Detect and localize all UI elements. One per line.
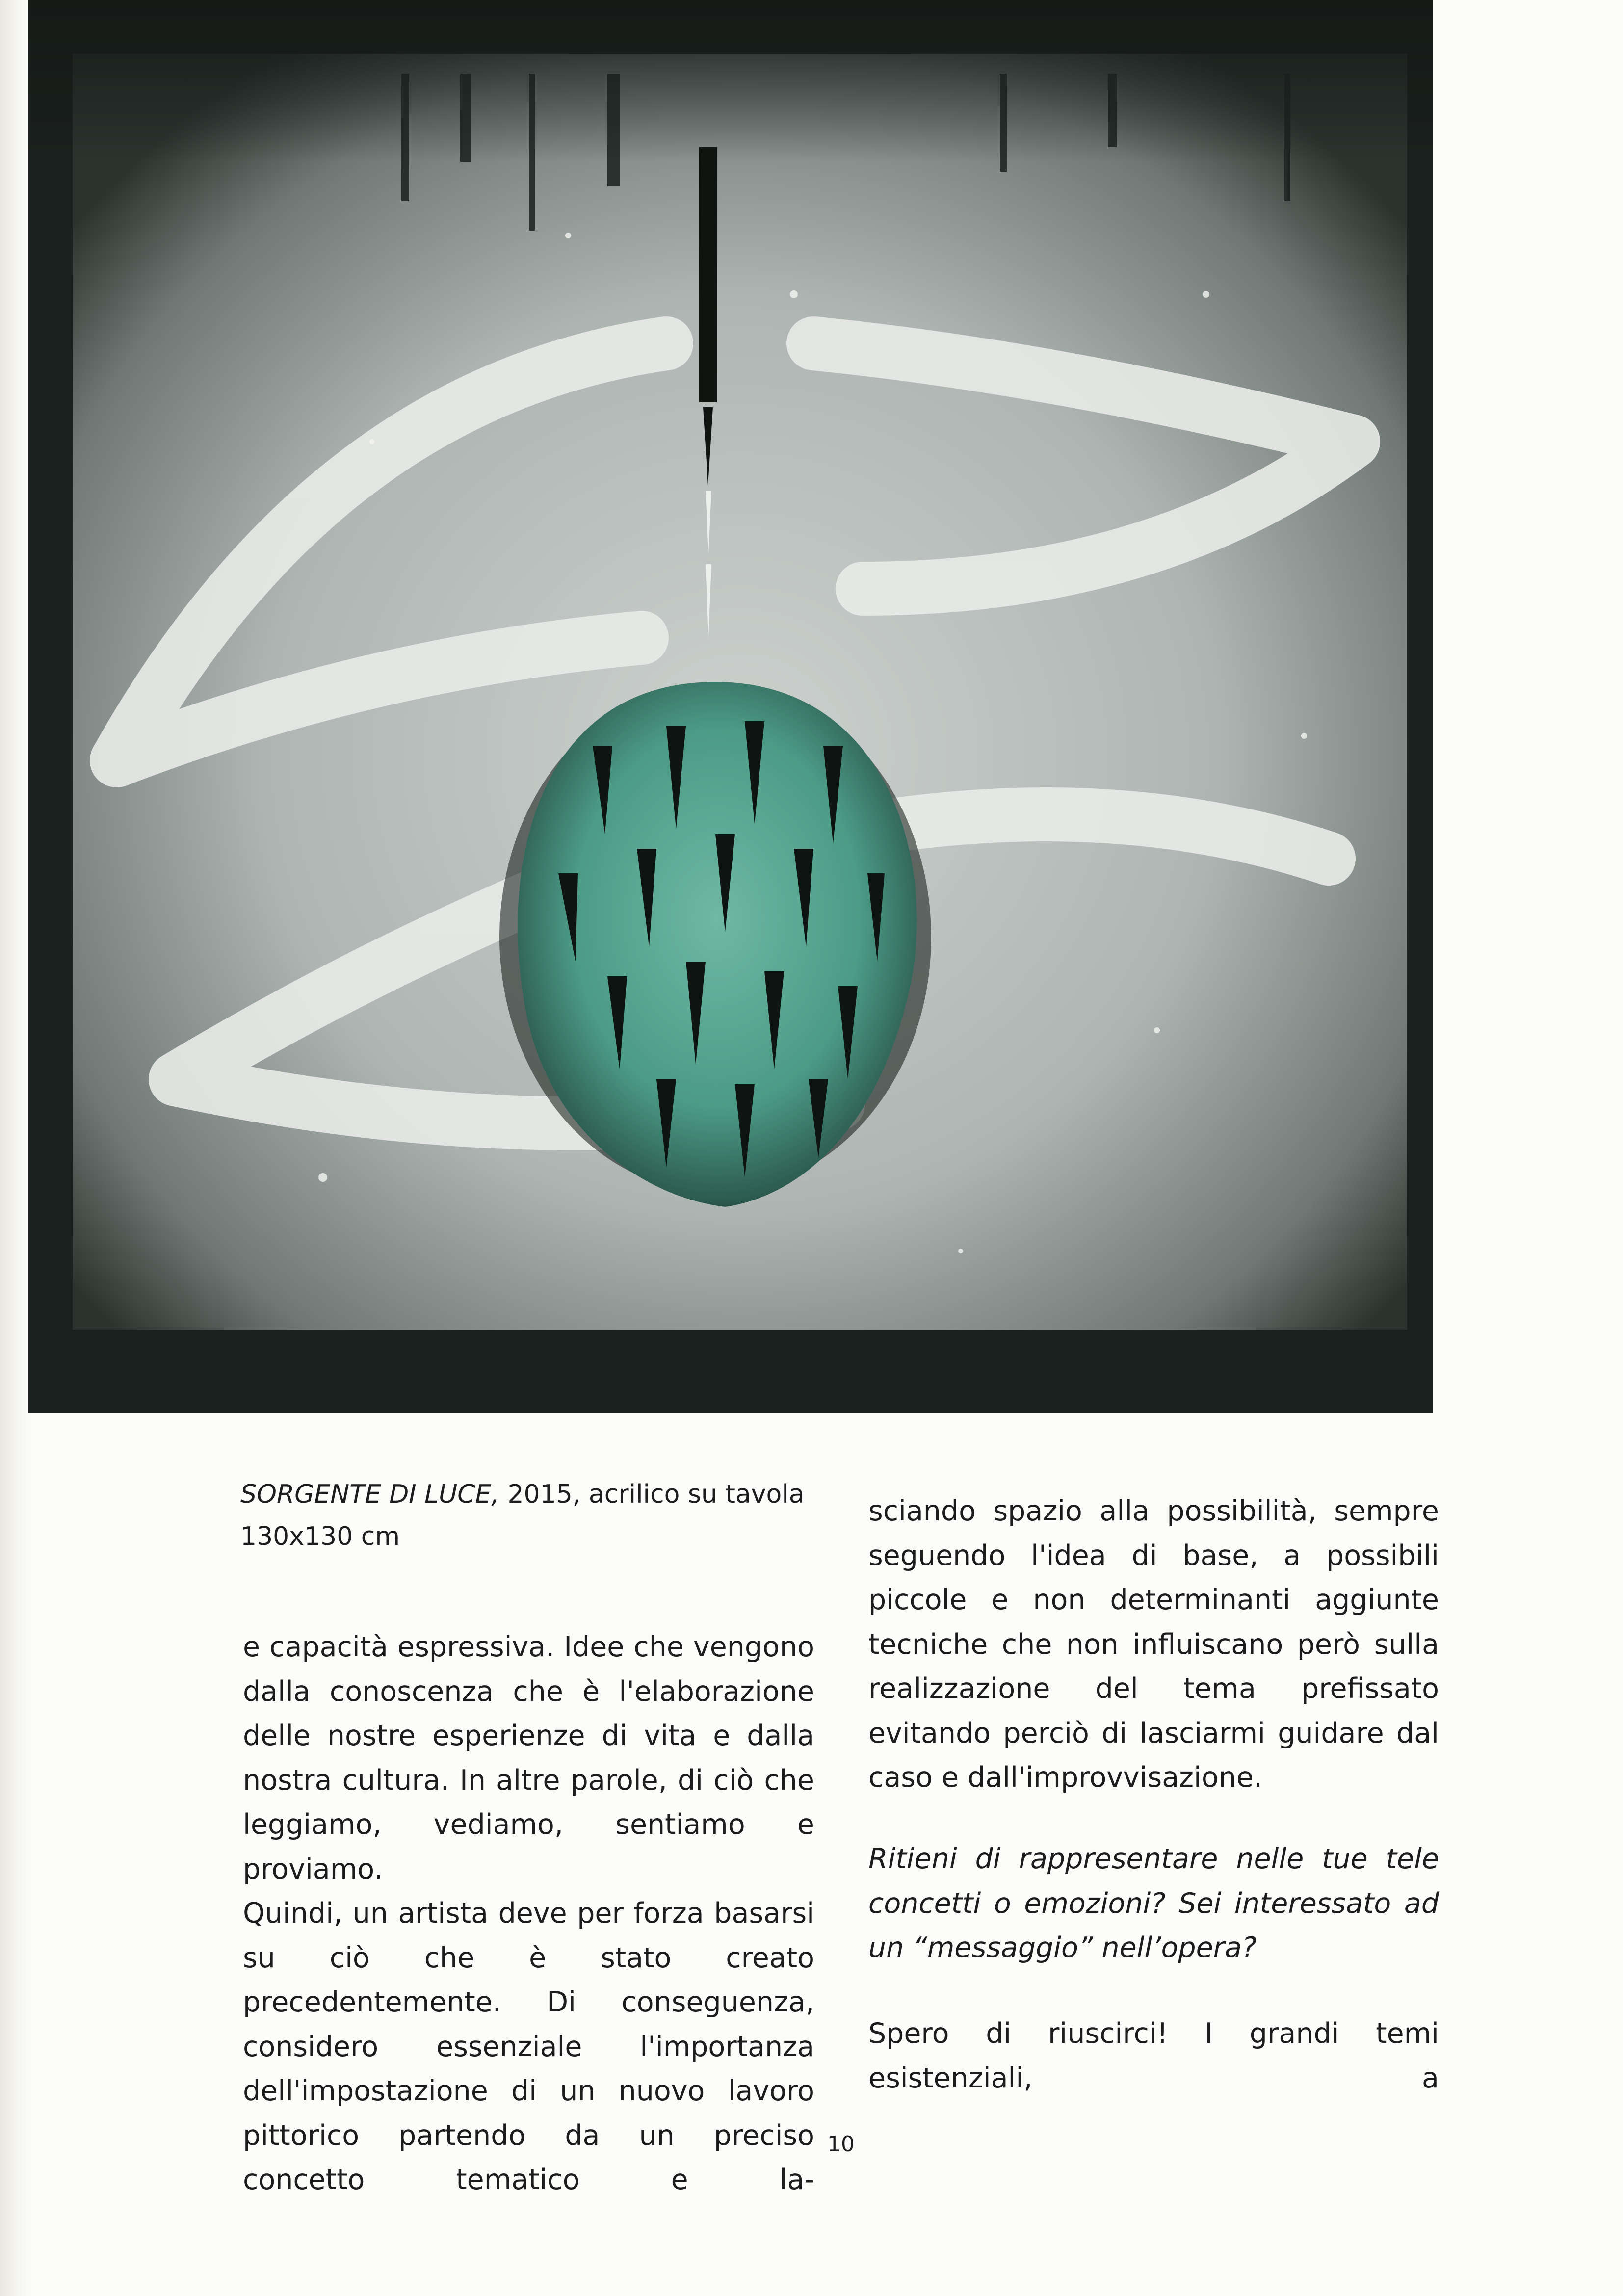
paragraph: Quindi, un artista deve per forza basarsi su ciò che è stato creato precedentemente. Di conseguenza, considero essenziale l'importanza dell'impostazione di un nuovo lavoro pittorico partendo da un preciso concetto tematico e la- — [243, 1897, 814, 2196]
painting-image — [28, 0, 1433, 1413]
page-edge — [0, 0, 29, 2296]
page-number: 10 — [827, 2132, 855, 2157]
paragraph: sciando spazio alla possibilità, sempre seguendo l'idea di base, a possibili piccole e non determinanti aggiunte tecniche che non influiscano però sulla realizzazione del tema prefissato evitando perciò di lasciarmi guidare dal caso e dall'improvvisazione. — [868, 1495, 1439, 1794]
paragraph: e capacità espressiva. Idee che vengono dalla conoscenza che è l'elaborazione delle nostre esperienze di vita e dalla nostra cultura. In altre parole, di ciò che leggiamo, vediamo, sentiamo e proviamo. — [243, 1631, 814, 1885]
caption-title: SORGENTE DI LUCE, — [240, 1480, 499, 1509]
answer-text: Spero di riuscirci! I grandi temi esistenziali, a — [868, 2017, 1439, 2094]
interview-answer — [868, 2011, 1439, 2100]
interview-question — [868, 1837, 1439, 1970]
text-column-left — [243, 1625, 814, 2202]
figure-caption — [240, 1473, 878, 1558]
caption-details: 2015, acrilico su tavola — [507, 1480, 805, 1509]
caption-size: 130x130 cm — [240, 1522, 400, 1551]
text-column-right — [868, 1489, 1439, 1800]
question-text: Ritieni di rappresentare nelle tue tele concetti o emozioni? Sei interessato ad un “messaggio” nell’opera? — [868, 1843, 1439, 1964]
